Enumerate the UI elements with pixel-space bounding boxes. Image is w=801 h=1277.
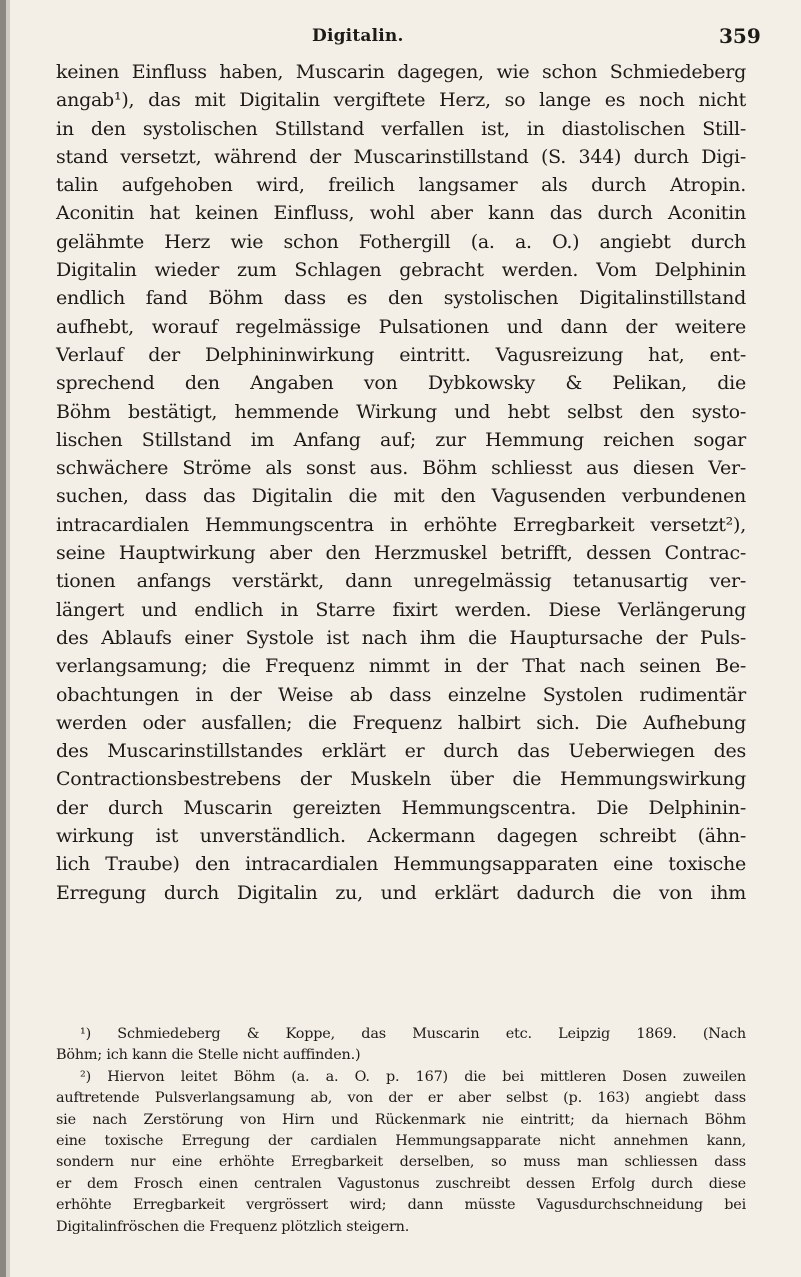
main-text: [56, 58, 746, 907]
text-line: werden oder ausfallen; die Frequenz halbirt sich. Die Aufhebung: [56, 711, 746, 734]
text-line: gelähmte Herz wie schon Fothergill (a. a. O.) angiebt durch: [56, 230, 746, 253]
page-header: [0, 18, 801, 58]
footnote-line: er dem Frosch einen centralen Vagustonus zuschreibt dessen Erfolg durch diese: [56, 1175, 746, 1192]
text-line: lich Traube) den intracardialen Hemmungsapparaten eine toxische: [56, 853, 746, 876]
text-line: Erregung durch Digitalin zu, und erklärt dadurch die von ihm: [56, 881, 746, 904]
text-line: Böhm bestätigt, hemmende Wirkung und hebt selbst den systo-: [56, 400, 746, 423]
text-line: keinen Einfluss haben, Muscarin dagegen, wie schon Schmiedeberg: [56, 61, 746, 83]
text-line: tionen anfangs verstärkt, dann unregelmässig tetanusartig ver-: [56, 570, 746, 593]
text-line: lischen Stillstand im Anfang auf; zur Hemmung reichen sogar: [56, 428, 746, 451]
footnote-line: sie nach Zerstörung von Hirn und Rückenmark nie eintritt; da hiernach Böhm: [56, 1111, 746, 1128]
text-line: der durch Muscarin gereizten Hemmungscentra. Die Delphinin-: [56, 796, 746, 819]
text-line: talin aufgehoben wird, freilich langsamer als durch Atropin.: [56, 174, 746, 197]
footnote-line: sondern nur eine erhöhte Erregbarkeit derselben, so muss man schliessen dass: [56, 1154, 746, 1171]
running-title: Digitalin.: [312, 26, 404, 46]
text-line: schwächere Ströme als sonst aus. Böhm schliesst aus diesen Ver-: [56, 457, 746, 480]
footnote-line: erhöhte Erregbarkeit vergrössert wird; dann müsste Vagusdurchschneidung bei: [56, 1197, 746, 1214]
text-line: Digitalin wieder zum Schlagen gebracht werden. Vom Delphinin: [56, 259, 746, 282]
footnote-line: auftretende Pulsverlangsamung ab, von der er aber selbst (p. 163) angiebt dass: [56, 1090, 746, 1107]
footnote-line: Böhm; ich kann die Stelle nicht auffinden.): [56, 1047, 361, 1064]
text-line: obachtungen in der Weise ab dass einzelne Systolen rudimentär: [56, 683, 746, 706]
footnote-line: Digitalinfröschen die Frequenz plötzlich steigern.: [56, 1218, 410, 1235]
footnote-line: ¹) Schmiedeberg & Koppe, das Muscarin etc. Leipzig 1869. (Nach: [80, 1026, 746, 1042]
text-line: intracardialen Hemmungscentra in erhöhte Erregbarkeit versetzt²),: [56, 513, 746, 536]
text-line: aufhebt, worauf regelmässige Pulsationen und dann der weitere: [56, 315, 746, 338]
footnote-line: eine toxische Erregung der cardialen Hemmungsapparate nicht annehmen kann,: [56, 1132, 746, 1149]
text-line: verlangsamung; die Frequenz nimmt in der That nach seinen Be-: [56, 655, 746, 678]
page-shadow-edge: [6, 0, 10, 1277]
text-line: längert und endlich in Starre fixirt werden. Diese Verlängerung: [56, 598, 746, 621]
text-line: des Ablaufs einer Systole ist nach ihm die Hauptursache der Puls-: [56, 626, 746, 649]
text-line: angab¹), das mit Digitalin vergiftete Herz, so lange es noch nicht: [56, 89, 746, 112]
text-line: Contractionsbestrebens der Muskeln über die Hemmungswirkung: [56, 768, 746, 791]
text-line: des Muscarinstillstandes erklärt er durch das Ueberwiegen des: [56, 740, 746, 763]
text-line: suchen, dass das Digitalin die mit den Vagusenden verbundenen: [56, 485, 746, 508]
text-line: endlich fand Böhm dass es den systolischen Digitalinstillstand: [56, 287, 746, 310]
text-line: Verlauf der Delphininwirkung eintritt. Vagusreizung hat, ent-: [56, 343, 746, 366]
text-line: sprechend den Angaben von Dybkowsky & Pelikan, die: [56, 372, 746, 395]
text-line: stand versetzt, während der Muscarinstillstand (S. 344) durch Digi-: [56, 145, 746, 168]
text-line: wirkung ist unverständlich. Ackermann dagegen schreibt (ähn-: [56, 825, 746, 848]
text-line: in den systolischen Stillstand verfallen ist, in diastolischen Still-: [56, 117, 746, 140]
footnote-line: ²) Hiervon leitet Böhm (a. a. O. p. 167) die bei mittleren Dosen zuweilen: [80, 1068, 746, 1085]
text-line: Aconitin hat keinen Einfluss, wohl aber kann das durch Aconitin: [56, 202, 746, 225]
text-line: seine Hauptwirkung aber den Herzmuskel betrifft, dessen Contrac-: [56, 542, 746, 565]
page-number: 359: [719, 24, 761, 48]
footnotes: [56, 1024, 746, 1238]
